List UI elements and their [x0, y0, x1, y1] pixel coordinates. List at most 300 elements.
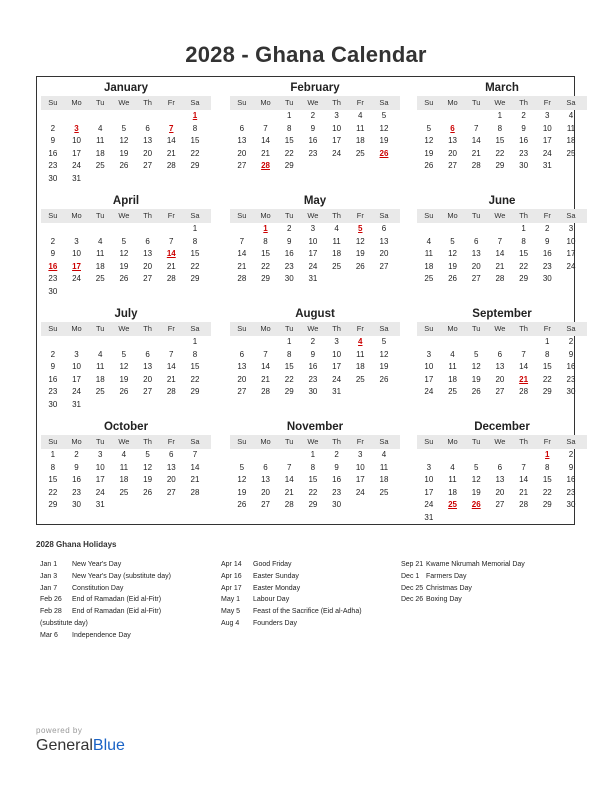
day: 11	[356, 123, 365, 133]
empty-day	[41, 223, 65, 236]
empty-day	[348, 386, 372, 399]
empty-day	[417, 223, 441, 236]
day: 29	[284, 387, 294, 397]
week-row	[230, 499, 400, 512]
empty-day	[441, 449, 465, 462]
week-row	[417, 261, 587, 274]
day: 9	[545, 236, 550, 246]
empty-day	[112, 223, 136, 236]
day: 20	[495, 487, 505, 497]
week-row	[41, 173, 211, 186]
day: 14	[471, 136, 481, 146]
day: 30	[308, 387, 318, 397]
weekday-label: Su	[424, 211, 434, 220]
weekday-header	[230, 96, 400, 110]
day: 6	[473, 236, 479, 246]
day: 8	[545, 349, 550, 359]
week-row	[230, 349, 400, 362]
month-name: March	[485, 82, 519, 94]
day: 20	[237, 148, 247, 158]
day: 1	[310, 450, 316, 459]
day: 26	[355, 261, 365, 271]
day: 16	[566, 475, 576, 485]
day: 13	[143, 362, 153, 372]
weekday-label: Th	[519, 324, 528, 333]
empty-day	[88, 286, 112, 299]
brand-blue: Blue	[92, 737, 125, 754]
day: 22	[284, 148, 294, 158]
empty-day	[88, 223, 112, 236]
day: 2	[568, 450, 574, 459]
day: 24	[95, 487, 105, 497]
day: 9	[50, 362, 56, 372]
day: 10	[566, 236, 576, 246]
day: 16	[566, 362, 576, 372]
day: 29	[308, 500, 318, 510]
holiday-name: Founders Day	[253, 619, 297, 627]
weekday-label: Su	[237, 437, 247, 446]
week-row	[230, 374, 400, 387]
week-row	[230, 462, 400, 475]
week-row	[417, 135, 587, 148]
day: 26	[471, 387, 481, 397]
day: 8	[50, 462, 56, 472]
weekday-header	[41, 96, 211, 110]
day: 12	[119, 249, 129, 259]
holiday-date: Apr 14	[221, 561, 242, 568]
day: 1	[286, 337, 292, 346]
day: 19	[355, 249, 365, 259]
empty-day	[65, 110, 89, 123]
empty-day	[464, 512, 488, 525]
weekday-header	[41, 322, 211, 336]
month-name: January	[103, 82, 149, 94]
day: 24	[72, 387, 81, 397]
day: 19	[424, 148, 434, 158]
holiday-item	[401, 583, 576, 595]
empty-day	[136, 499, 160, 512]
holiday-item	[401, 571, 576, 583]
day: 19	[379, 136, 389, 146]
weekday-label: Su	[48, 98, 58, 107]
empty-day	[559, 512, 583, 525]
day: 8	[192, 236, 198, 246]
empty-day	[136, 399, 160, 412]
day: 25	[355, 374, 365, 384]
empty-day	[136, 223, 160, 236]
day: 27	[495, 500, 505, 510]
weekday-label: Sa	[379, 98, 389, 107]
day: 13	[495, 362, 505, 372]
empty-day	[230, 110, 254, 123]
empty-day	[230, 336, 254, 349]
weekday-label: Sa	[190, 437, 200, 446]
day: 5	[426, 123, 432, 133]
day: 15	[519, 249, 529, 259]
empty-day	[183, 286, 207, 299]
day: 12	[379, 349, 389, 359]
empty-day	[348, 160, 372, 173]
day: 15	[190, 362, 200, 372]
weekday-label: Fr	[356, 211, 364, 220]
day: 17	[332, 362, 342, 372]
day: 3	[334, 337, 339, 346]
empty-day	[88, 336, 112, 349]
day: 23	[308, 148, 318, 158]
day: 18	[448, 487, 457, 497]
holiday-date: Dec 25	[401, 584, 424, 592]
day: 16	[332, 475, 342, 485]
day: 31	[308, 274, 318, 284]
day: 26	[119, 387, 129, 397]
holiday-name: Independence Day	[72, 631, 131, 639]
week-row	[41, 449, 211, 462]
day: 31	[72, 399, 81, 409]
day: 20	[379, 249, 389, 259]
holiday-item	[221, 583, 393, 595]
day: 22	[542, 487, 552, 497]
week-row	[230, 261, 400, 274]
weekday-label: Sa	[190, 211, 200, 220]
weekday-label: Th	[143, 437, 152, 446]
day: 23	[519, 148, 529, 158]
day: 11	[448, 475, 457, 485]
holiday-name: Labour Day	[253, 596, 290, 604]
day: 15	[190, 249, 200, 259]
day: 24	[424, 387, 434, 397]
day: 23	[566, 487, 576, 497]
day: 26	[119, 274, 129, 284]
empty-day	[41, 336, 65, 349]
weekday-label: Th	[143, 98, 152, 107]
weekday-label: We	[118, 98, 130, 107]
day: 14	[519, 362, 529, 372]
month-name: November	[286, 421, 344, 433]
day: 18	[448, 374, 457, 384]
week-row	[417, 474, 587, 487]
day: 15	[542, 475, 552, 485]
empty-day	[512, 336, 536, 349]
week-row	[41, 110, 211, 123]
day: 11	[356, 349, 365, 359]
empty-day	[112, 110, 136, 123]
day: 25	[424, 274, 434, 284]
weekday-label: Mo	[71, 211, 82, 220]
week-row	[41, 336, 211, 349]
week-row	[417, 374, 587, 387]
day: 8	[286, 349, 292, 359]
day: 14	[166, 136, 176, 146]
empty-day	[325, 273, 349, 286]
day: 18	[95, 261, 105, 271]
day: 21	[471, 148, 481, 158]
empty-day	[136, 173, 160, 186]
empty-day	[159, 336, 183, 349]
holiday-name: Christmas Day	[426, 584, 472, 592]
day: 30	[566, 500, 576, 510]
empty-day	[112, 336, 136, 349]
day: 30	[519, 161, 529, 171]
day: 19	[379, 362, 389, 372]
day: 23	[308, 374, 318, 384]
week-row	[41, 399, 211, 412]
weekday-header	[417, 96, 587, 110]
month-march	[417, 80, 587, 173]
empty-day	[441, 223, 465, 236]
weekday-label: Fr	[543, 211, 551, 220]
holiday-day: 5	[358, 224, 363, 233]
day: 23	[332, 487, 342, 497]
empty-day	[159, 223, 183, 236]
day: 10	[308, 236, 318, 246]
month-name: April	[112, 195, 140, 207]
week-row	[417, 160, 587, 173]
day: 27	[237, 387, 247, 397]
day: 24	[72, 274, 81, 284]
week-row	[230, 487, 400, 500]
day: 2	[50, 123, 56, 133]
day: 16	[284, 249, 294, 259]
day: 9	[286, 236, 292, 246]
weekday-label: Tu	[284, 98, 294, 107]
day: 4	[426, 236, 432, 246]
day: 11	[119, 462, 129, 472]
weekday-label: Fr	[356, 98, 364, 107]
weekday-label: We	[494, 211, 506, 220]
day: 20	[448, 148, 457, 158]
day: 4	[97, 123, 103, 133]
weekday-label: Mo	[260, 324, 271, 333]
day: 30	[542, 274, 552, 284]
weekday-label: Sa	[379, 324, 389, 333]
weekday-label: Mo	[447, 211, 458, 220]
week-row	[417, 336, 587, 349]
weekday-label: Su	[424, 437, 434, 446]
weekday-label: We	[494, 437, 506, 446]
day: 24	[542, 148, 552, 158]
weekday-label: We	[118, 437, 130, 446]
holiday-item	[221, 594, 393, 606]
holiday-name: Farmers Day	[426, 572, 467, 580]
day: 21	[261, 148, 270, 158]
day: 29	[542, 387, 552, 397]
day: 18	[379, 475, 389, 485]
day: 8	[497, 123, 503, 133]
day: 29	[495, 161, 505, 171]
day: 15	[542, 362, 552, 372]
day: 28	[261, 387, 270, 397]
holiday-name: Easter Monday	[253, 584, 301, 592]
day: 20	[237, 374, 247, 384]
weekday-label: Sa	[566, 98, 576, 107]
week-row	[230, 336, 400, 349]
month-name: August	[295, 308, 335, 320]
week-row	[41, 273, 211, 286]
holidays-heading: 2028 Ghana Holidays	[36, 540, 117, 549]
day: 26	[143, 487, 153, 497]
brand-general: General	[36, 737, 93, 754]
day: 31	[72, 173, 81, 183]
empty-day	[372, 386, 396, 399]
week-row	[417, 449, 587, 462]
day: 18	[355, 136, 365, 146]
weekday-label: Mo	[260, 437, 271, 446]
day: 3	[310, 224, 316, 233]
day: 20	[143, 261, 153, 271]
empty-day	[254, 336, 278, 349]
month-september	[417, 306, 587, 399]
weekday-label: Mo	[71, 324, 82, 333]
day: 3	[358, 450, 363, 459]
day: 5	[473, 349, 479, 359]
day: 28	[519, 387, 529, 397]
weekday-label: We	[307, 324, 319, 333]
day: 9	[310, 123, 316, 133]
day: 29	[519, 274, 529, 284]
day: 29	[190, 274, 200, 284]
holiday-date: Dec 1	[401, 572, 420, 580]
weekday-label: Su	[237, 211, 247, 220]
day: 29	[48, 500, 58, 510]
day: 12	[119, 136, 129, 146]
week-row	[230, 135, 400, 148]
day: 8	[521, 236, 526, 246]
day: 29	[284, 161, 294, 171]
day: 18	[95, 148, 105, 158]
day: 14	[284, 475, 294, 485]
day: 3	[545, 111, 550, 120]
day: 10	[72, 136, 81, 146]
weekday-label: Tu	[95, 211, 105, 220]
day: 2	[310, 337, 316, 346]
week-row	[230, 223, 400, 236]
holiday-item	[40, 606, 212, 618]
day: 24	[308, 261, 318, 271]
day: 13	[471, 249, 481, 259]
holiday-item	[40, 571, 212, 583]
day: 16	[308, 136, 318, 146]
day: 21	[284, 487, 294, 497]
day: 16	[542, 249, 552, 259]
day: 6	[381, 224, 387, 233]
day: 12	[471, 475, 481, 485]
weekday-label: Tu	[471, 211, 481, 220]
empty-day	[372, 273, 396, 286]
weekday-label: Th	[519, 211, 528, 220]
empty-day	[441, 110, 465, 123]
day: 12	[424, 136, 434, 146]
empty-day	[464, 110, 488, 123]
day: 24	[332, 374, 342, 384]
weekday-header	[417, 322, 587, 336]
empty-day	[464, 223, 488, 236]
day: 30	[48, 173, 58, 183]
day: 14	[261, 136, 270, 146]
empty-day	[559, 160, 583, 173]
day: 8	[545, 462, 550, 472]
day: 24	[72, 161, 81, 171]
day: 3	[74, 349, 79, 359]
day: 4	[334, 224, 339, 233]
day: 27	[143, 161, 153, 171]
holiday-item	[401, 594, 576, 606]
holiday-day: 3	[74, 123, 79, 133]
day: 22	[190, 374, 200, 384]
day: 21	[495, 261, 505, 271]
day: 29	[190, 161, 200, 171]
day: 13	[166, 462, 176, 472]
day: 15	[284, 362, 294, 372]
week-row	[417, 462, 587, 475]
week-row	[41, 386, 211, 399]
day: 27	[237, 161, 247, 171]
day: 21	[261, 374, 270, 384]
day: 7	[169, 349, 174, 359]
empty-day	[136, 110, 160, 123]
day: 14	[166, 362, 176, 372]
holiday-item	[40, 559, 212, 571]
week-row	[417, 512, 587, 525]
empty-day	[441, 512, 465, 525]
day: 30	[72, 500, 81, 510]
empty-day	[136, 286, 160, 299]
weekday-label: Th	[143, 211, 152, 220]
day: 27	[166, 487, 176, 497]
day: 28	[237, 274, 247, 284]
day: 4	[450, 462, 455, 472]
day: 19	[143, 475, 153, 485]
holiday-item	[40, 630, 212, 642]
weekday-label: We	[307, 98, 319, 107]
holiday-date: Jan 7	[40, 584, 58, 592]
day: 28	[284, 500, 294, 510]
day: 23	[48, 274, 58, 284]
weekday-header	[41, 435, 211, 449]
weekday-header	[230, 322, 400, 336]
day: 2	[50, 349, 56, 359]
week-row	[41, 374, 211, 387]
day: 5	[450, 236, 455, 246]
week-row	[230, 273, 400, 286]
weekday-label: Mo	[260, 211, 271, 220]
day: 7	[473, 123, 479, 133]
day: 13	[237, 362, 247, 372]
day: 24	[424, 500, 434, 510]
weekday-label: We	[494, 98, 506, 107]
weekday-label: Fr	[167, 437, 175, 446]
holiday-day: 6	[450, 123, 455, 133]
day: 19	[119, 148, 129, 158]
weekday-label: Sa	[566, 324, 576, 333]
day: 18	[424, 261, 434, 271]
day: 11	[448, 362, 457, 372]
day: 5	[145, 450, 150, 459]
day: 1	[497, 111, 503, 120]
empty-day	[488, 223, 512, 236]
day: 19	[471, 374, 481, 384]
day: 22	[308, 487, 318, 497]
month-name: September	[472, 308, 532, 320]
empty-day	[230, 223, 254, 236]
holidays-column	[221, 559, 393, 630]
empty-day	[41, 110, 65, 123]
holidays-column	[401, 559, 576, 606]
generalblue-logo[interactable]	[36, 737, 125, 755]
day: 1	[50, 450, 56, 459]
month-january	[41, 80, 211, 186]
weekday-label: Tu	[95, 98, 105, 107]
day: 8	[263, 236, 268, 246]
